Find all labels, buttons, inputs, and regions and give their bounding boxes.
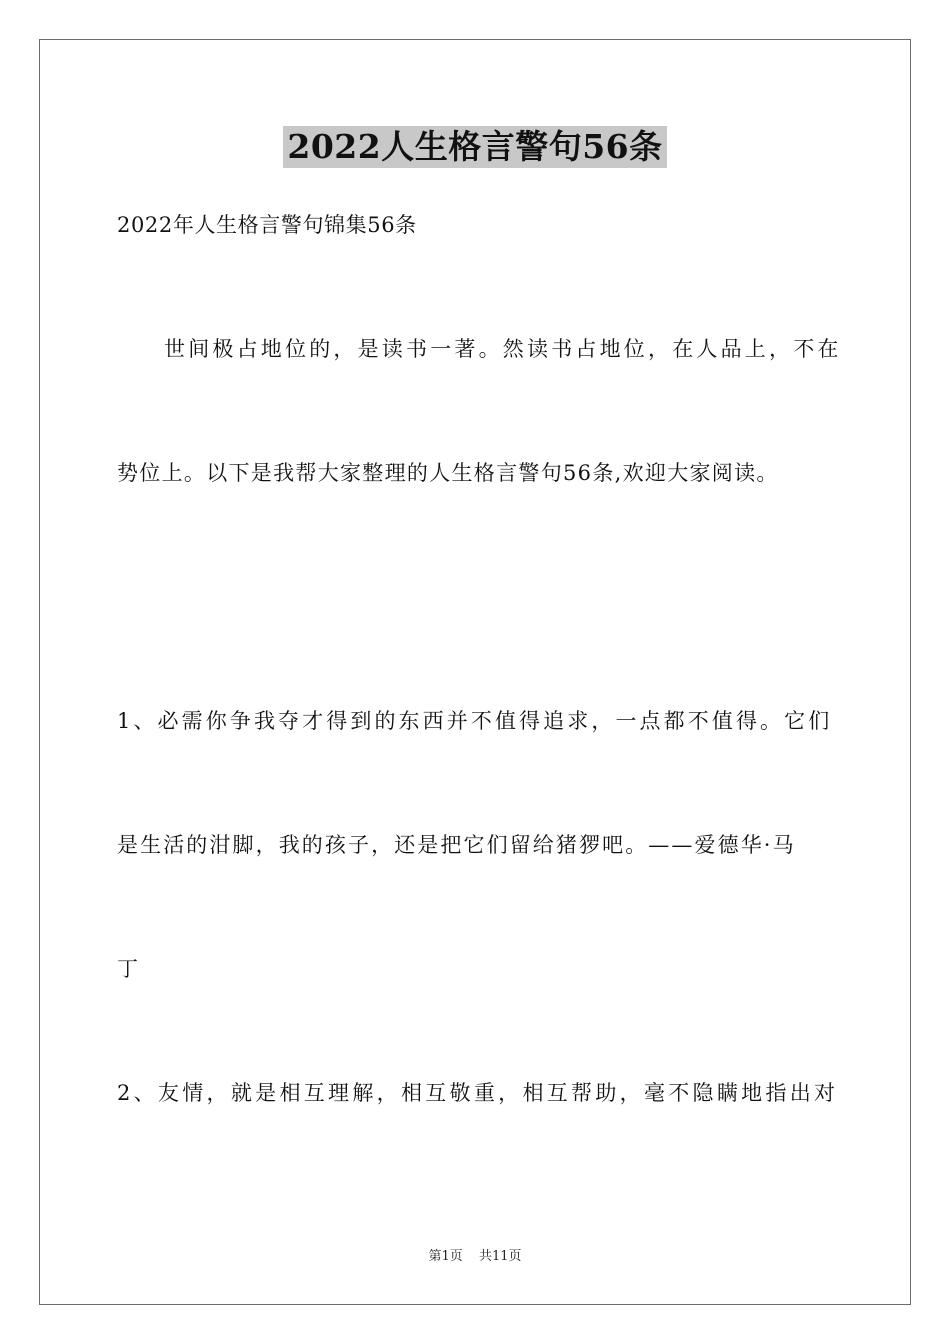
document-subtitle: 2022年人生格言警句锦集56条: [117, 213, 417, 237]
quote-2-line-1: 2、友情，就是相互理解，相互敬重，相互帮助，毫不隐瞒地指出对: [117, 1081, 839, 1105]
quote-1-line-1: 1、必需你争我夺才得到的东西并不值得追求，一点都不值得。它们: [117, 709, 833, 733]
intro-paragraph-line-1: 世间极占地位的，是读书一著。然读书占地位，在人品上，不在: [164, 337, 842, 361]
intro-paragraph-line-2: 势位上。以下是我帮大家整理的人生格言警句56条,欢迎大家阅读。: [117, 461, 779, 485]
page-footer: [0, 1248, 950, 1266]
page-number-current: 第1页: [428, 1249, 463, 1264]
document-title: 2022人生格言警句56条: [283, 126, 666, 168]
title-container: [0, 126, 950, 168]
quote-1-line-2: 是生活的泔脚，我的孩子，还是把它们留给猪猡吧。——爱德华·马: [117, 833, 796, 857]
page-number-total: 共11页: [478, 1249, 522, 1264]
quote-1-line-3: 丁: [117, 957, 140, 981]
